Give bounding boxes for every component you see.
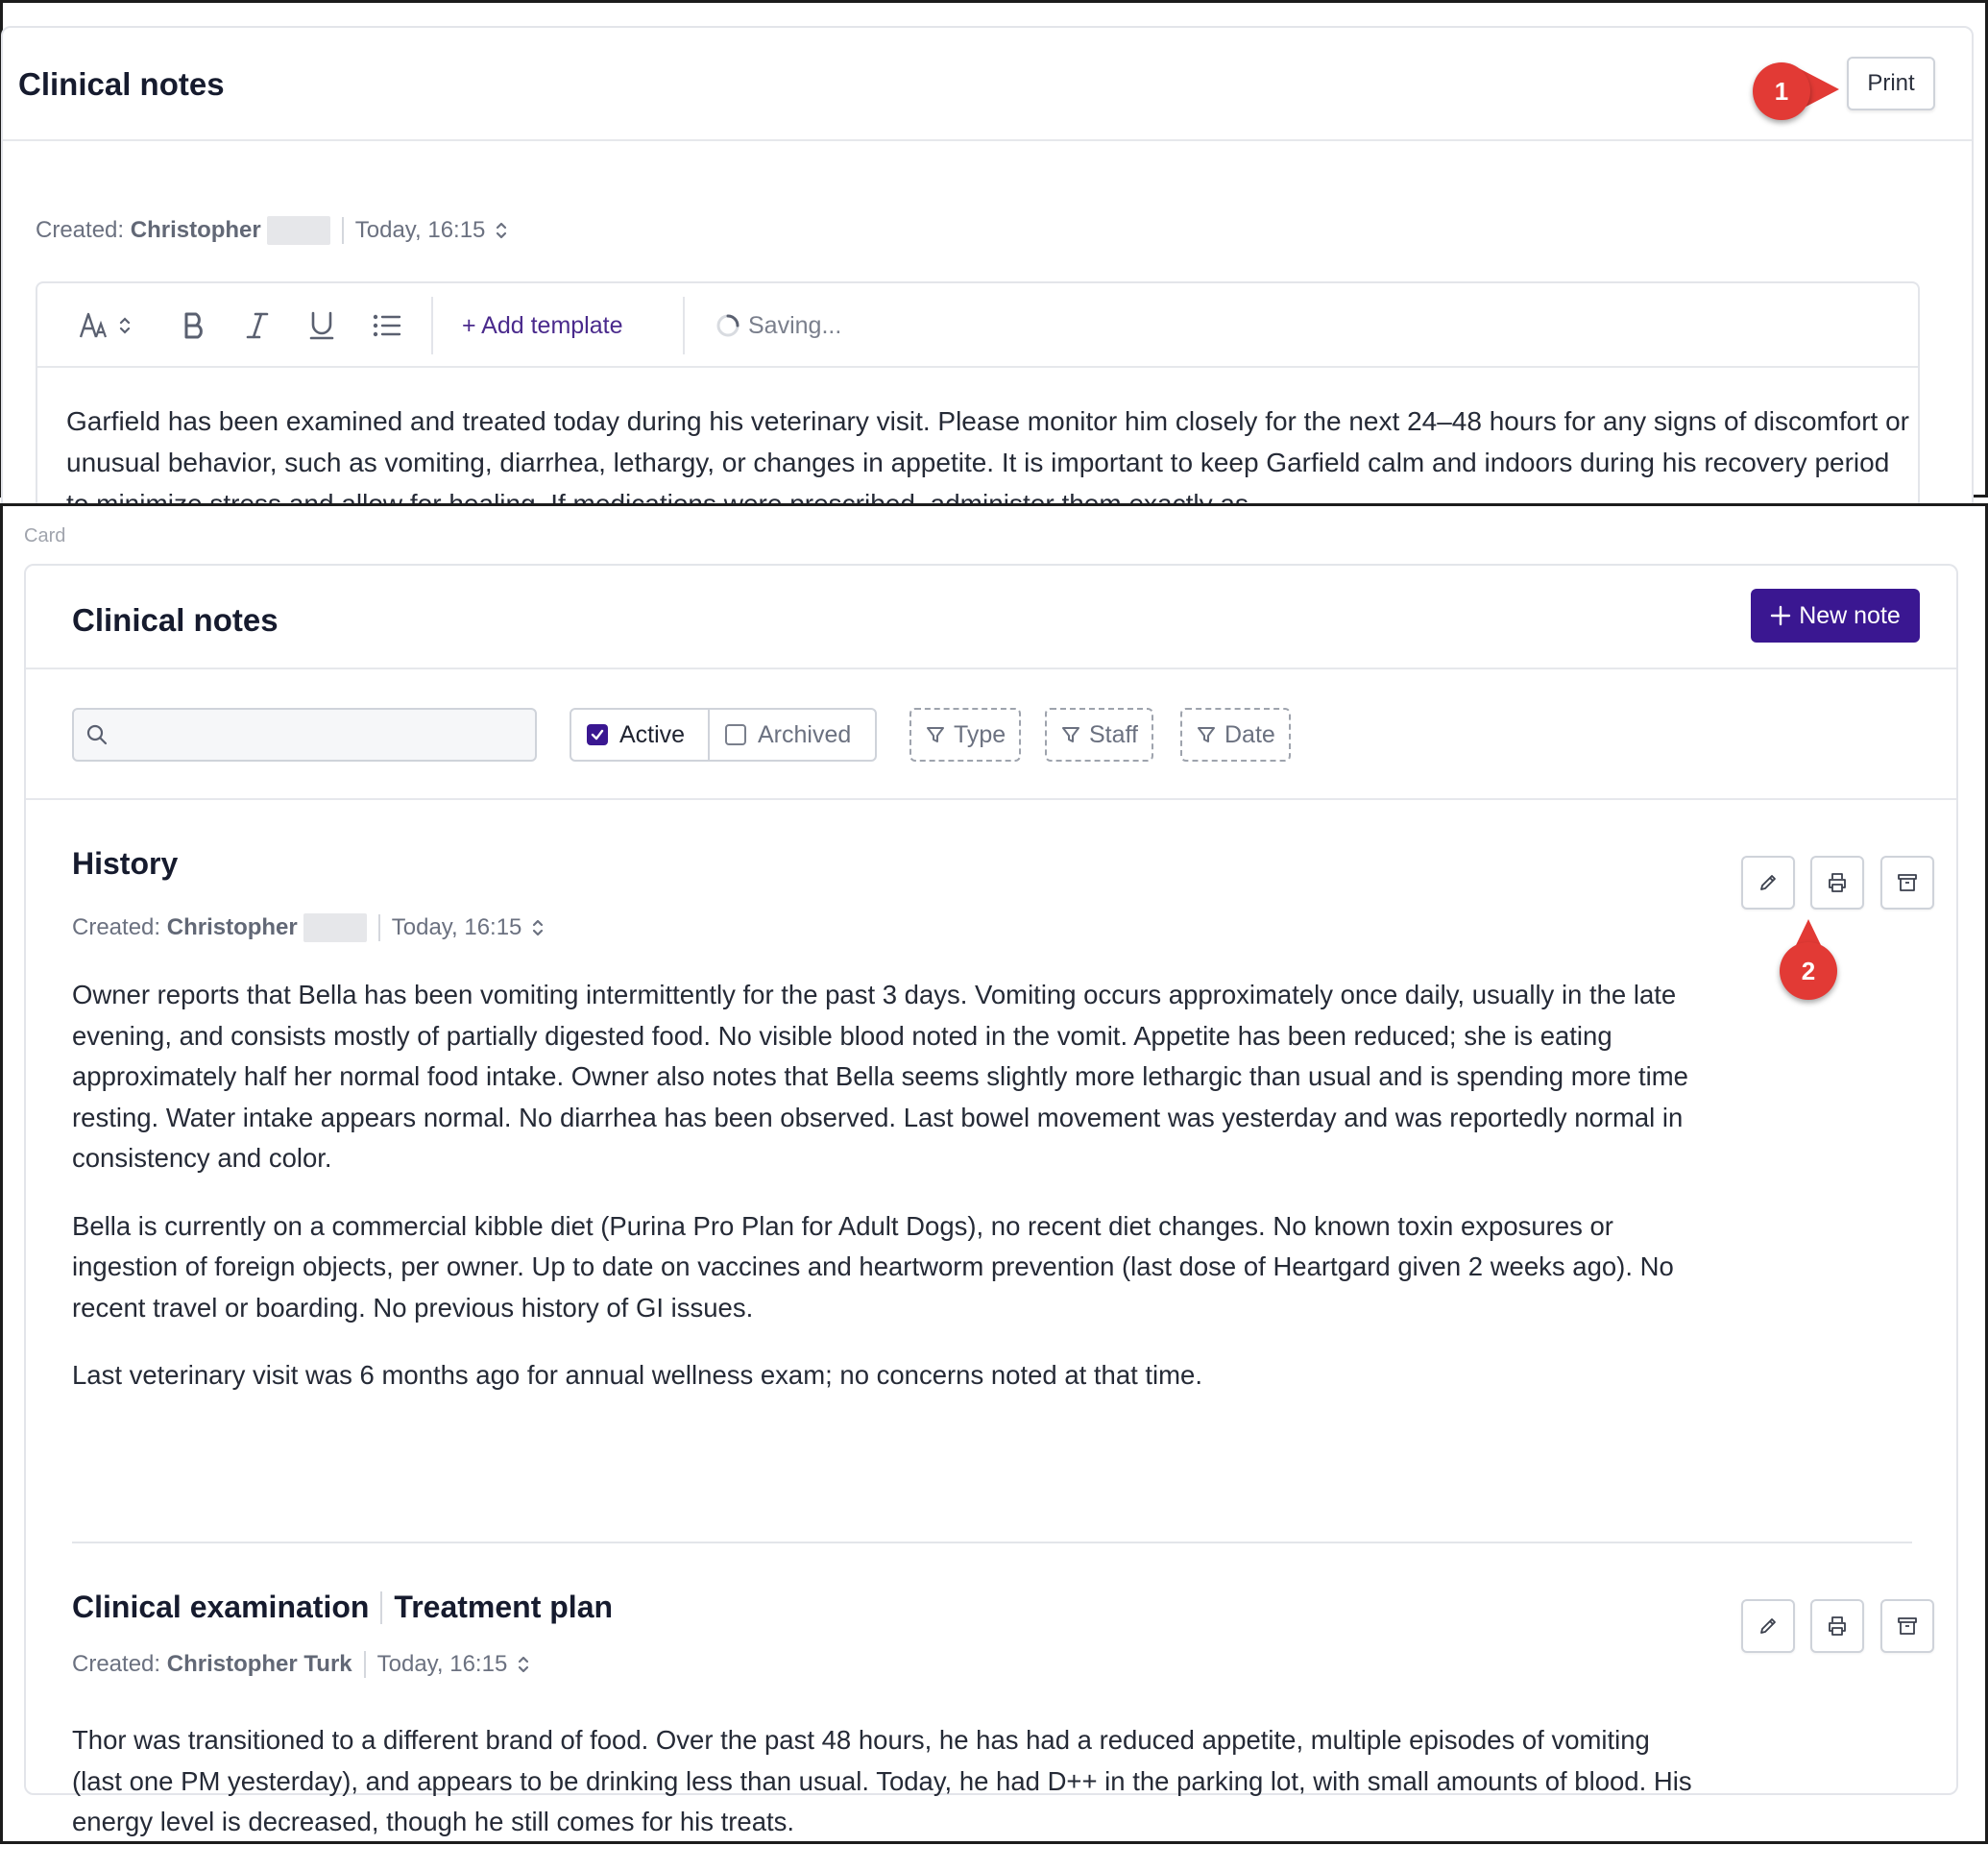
callout-badge-2: 2 <box>1780 942 1837 1000</box>
underline-button[interactable] <box>308 308 335 343</box>
card-header <box>26 566 1956 669</box>
note-title <box>72 1590 613 1625</box>
author-name: Christopher <box>166 914 298 940</box>
note-body <box>72 1720 1705 1870</box>
meta-divider <box>342 217 344 244</box>
callout-badge-1: 1 <box>1753 62 1810 120</box>
archived-toggle[interactable] <box>710 710 875 760</box>
sort-icon[interactable] <box>517 1654 530 1675</box>
created-label: Created: <box>72 1651 161 1677</box>
checkbox-unchecked[interactable] <box>725 724 746 745</box>
search-icon <box>85 723 109 746</box>
note-meta <box>72 913 545 942</box>
redacted-surname <box>267 216 330 245</box>
note-meta <box>72 1651 530 1678</box>
toolbar-divider <box>431 297 433 354</box>
archive-icon <box>1896 1615 1919 1638</box>
bullet-list-icon <box>372 310 402 341</box>
filter-icon <box>925 724 946 745</box>
note-history <box>72 846 1916 1390</box>
card-caption: Card <box>24 525 66 546</box>
staff-filter-label: Staff <box>1089 720 1138 748</box>
search-input[interactable] <box>116 717 520 752</box>
bullet-list-button[interactable] <box>372 308 402 343</box>
edit-button[interactable] <box>1741 1599 1795 1653</box>
italic-button[interactable] <box>245 308 270 343</box>
created-label: Created: <box>72 914 161 940</box>
active-label: Active <box>619 720 686 748</box>
meta-divider <box>364 1651 366 1678</box>
date-filter-label: Date <box>1224 720 1275 748</box>
note-meta <box>36 216 508 245</box>
plus-icon <box>1770 605 1791 626</box>
list-view-screenshot <box>0 503 1988 1844</box>
print-view-screenshot <box>0 0 1988 498</box>
italic-icon <box>245 310 270 341</box>
note-divider <box>72 1542 1912 1543</box>
note-paragraph: Bella is currently on a commercial kibble diet (Purina Pro Plan for Adult Dogs), no recent diet changes. No known toxin exposures or ingestion of foreign objects, per owner. Up to date on vaccines and heartworm prevention (last dose of Heartgard given 2 weeks ago). No recent travel or boarding. No previous history of GI issues. <box>72 1210 1674 1323</box>
filter-icon <box>1060 724 1081 745</box>
note-paragraph: Last veterinary visit was 6 months ago for annual wellness exam; no concerns noted at that time. <box>72 1360 1202 1390</box>
author-name: Christopher <box>130 217 261 243</box>
clinical-notes-card <box>24 564 1958 1836</box>
checkbox-checked[interactable] <box>587 724 608 745</box>
redacted-surname <box>303 913 367 942</box>
card-header <box>3 28 1972 141</box>
title-divider <box>380 1591 382 1624</box>
print-button[interactable]: Print <box>1847 57 1935 110</box>
type-filter-chip[interactable] <box>909 708 1021 762</box>
pencil-icon <box>1758 1615 1779 1637</box>
new-note-label: New note <box>1799 601 1901 629</box>
card-title: Clinical notes <box>72 602 279 638</box>
type-filter-label: Type <box>954 720 1006 748</box>
saving-label: Saving... <box>748 311 842 339</box>
filter-icon <box>1196 724 1217 745</box>
archive-button[interactable] <box>1880 1599 1934 1653</box>
add-template-button[interactable]: + Add template <box>462 311 623 339</box>
timestamp: Today, 16:15 <box>354 217 486 243</box>
note-paragraph: Owner reports that Bella has been vomiting intermittently for the past 3 days. Vomiting occurs approximately once daily, usually in the late evening, and consists mostly of partially digested food. No visible blood noted in the vomit. Appetite has been reduced; she is eating approximately half her normal food intake. Owner also notes that Bella seems slightly more lethargic than usual and is spending more time resting. Water intake appears normal. No diarrhea has been observed. Last bowel movement was yesterday and was reportedly normal in consistency and color. <box>72 980 1688 1173</box>
spinner-icon <box>715 313 740 338</box>
check-icon <box>590 727 605 742</box>
filter-bar <box>26 669 1956 800</box>
print-note-button[interactable] <box>1810 856 1864 910</box>
underline-icon <box>308 310 335 341</box>
card-title: Clinical notes <box>18 66 225 102</box>
toolbar-divider <box>683 297 685 354</box>
edit-button[interactable] <box>1741 856 1795 910</box>
timestamp: Today, 16:15 <box>391 914 522 940</box>
timestamp: Today, 16:15 <box>376 1651 508 1677</box>
archived-label: Archived <box>758 720 852 748</box>
sort-icon[interactable] <box>495 220 508 241</box>
created-label: Created: <box>36 217 125 243</box>
active-toggle[interactable] <box>571 710 710 760</box>
archive-button[interactable] <box>1880 856 1934 910</box>
font-size-button[interactable] <box>78 308 132 343</box>
note-title-secondary: Treatment plan <box>394 1590 614 1624</box>
sort-icon[interactable] <box>531 917 545 938</box>
date-filter-chip[interactable] <box>1180 708 1291 762</box>
saving-status <box>715 308 841 343</box>
note-paragraph: Thor was transitioned to a different brand of food. Over the past 48 hours, he has had a reduced appetite, multiple episodes of vomiting (last one PM yesterday), and appears to be drinking less than usual. Today, he had D++ in the parking lot, with small amounts of blood. His energy level is decreased, though he still comes for his treats. <box>72 1725 1692 1836</box>
font-size-icon <box>78 310 112 341</box>
new-note-button[interactable] <box>1751 589 1920 643</box>
chevron-updown-icon <box>118 315 132 336</box>
bold-button[interactable] <box>182 308 206 343</box>
printer-icon <box>1826 871 1849 894</box>
bold-icon <box>182 310 206 341</box>
note-title-primary: Clinical examination <box>72 1590 370 1624</box>
pencil-icon <box>1758 872 1779 893</box>
clinical-notes-card <box>1 26 1974 525</box>
meta-divider <box>378 914 380 941</box>
note-title: History <box>72 846 179 881</box>
print-note-button[interactable] <box>1810 1599 1864 1653</box>
status-toggle <box>570 708 877 762</box>
search-box[interactable] <box>72 708 537 762</box>
editor-toolbar <box>37 283 1918 368</box>
staff-filter-chip[interactable] <box>1045 708 1153 762</box>
printer-icon <box>1826 1615 1849 1638</box>
author-name: Christopher Turk <box>166 1651 352 1677</box>
archive-icon <box>1896 871 1919 894</box>
editor-content[interactable]: Garfield has been examined and treated today during his veterinary visit. Please monitor him closely for the next 24–48 hours for any signs of discomfort or unusual behavior, such as vomiting, diarrhea, lethargy, or changes in appetite. It is important to keep Garfield calm and indoors during his recovery period <box>66 406 1909 477</box>
note-clinical-examination <box>72 1590 1916 1836</box>
note-body <box>72 975 1705 1423</box>
